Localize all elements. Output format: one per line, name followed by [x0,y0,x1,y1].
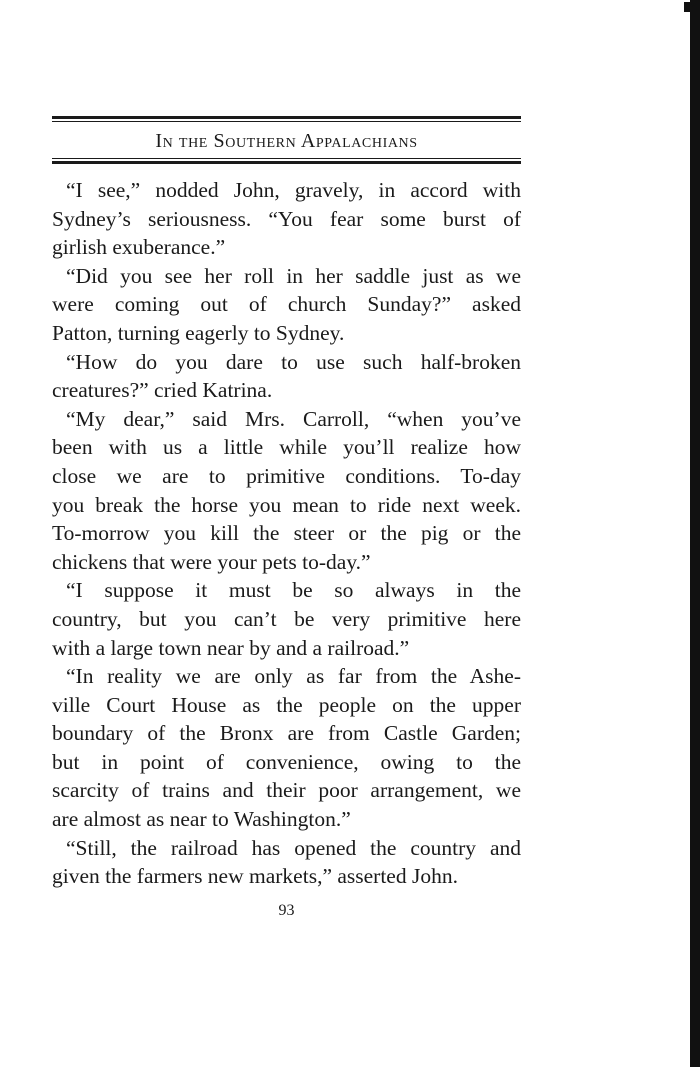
text-line: Patton, turning eagerly to Sydney. [52,320,345,345]
text-line: chickens that were your pets to-day.” [52,549,371,574]
text-line: Sydney’s seriousness. “You fear some burst of [52,206,521,231]
header-rule-top [52,116,521,122]
text-line: “Still, the railroad has opened the country and [66,835,521,860]
text-line: “Did you see her roll in her saddle just as we [66,263,521,288]
header-rule-bottom [52,158,521,164]
text-line: given the farmers new markets,” asserted John. [52,864,458,889]
text-line: To-morrow you kill the steer or the pig or the [52,521,521,546]
text-line: boundary of the Bronx are from Castle Garden; [52,721,521,746]
text-line: “I see,” nodded John, gravely, in accord with [66,178,521,202]
text-line: “My dear,” said Mrs. Carroll, “when you’ve [66,406,521,431]
body-text [52,176,521,891]
book-spine-shadow [690,0,700,1067]
text-line: but in point of convenience, owing to the [52,749,521,774]
text-line: been with us a little while you’ll realize how [52,435,521,460]
text-line: were coming out of church Sunday?” asked [52,292,521,317]
running-head: In the Southern Appalachians [155,130,418,152]
text-line: scarcity of trains and their poor arrangement, we [52,778,521,803]
text-line: country, but you can’t be very primitive here [52,606,521,631]
page-number: 93 [278,902,295,919]
text-line: “In reality we are only as far from the Ashe- [66,664,521,689]
book-spine-edge [684,2,690,12]
text-line: are almost as near to Washington.” [52,807,351,832]
text-line: “I suppose it must be so always in the [66,578,521,603]
text-line: with a large town near by and a railroad.” [52,635,410,660]
text-line: girlish exuberance.” [52,235,226,260]
text-line: you break the horse you mean to ride next week. [52,492,521,517]
text-line: ville Court House as the people on the upper [52,692,521,717]
text-line: close we are to primitive conditions. To-day [52,463,521,488]
text-line: “How do you dare to use such half-broken [66,349,521,374]
text-line: creatures?” cried Katrina. [52,378,273,403]
